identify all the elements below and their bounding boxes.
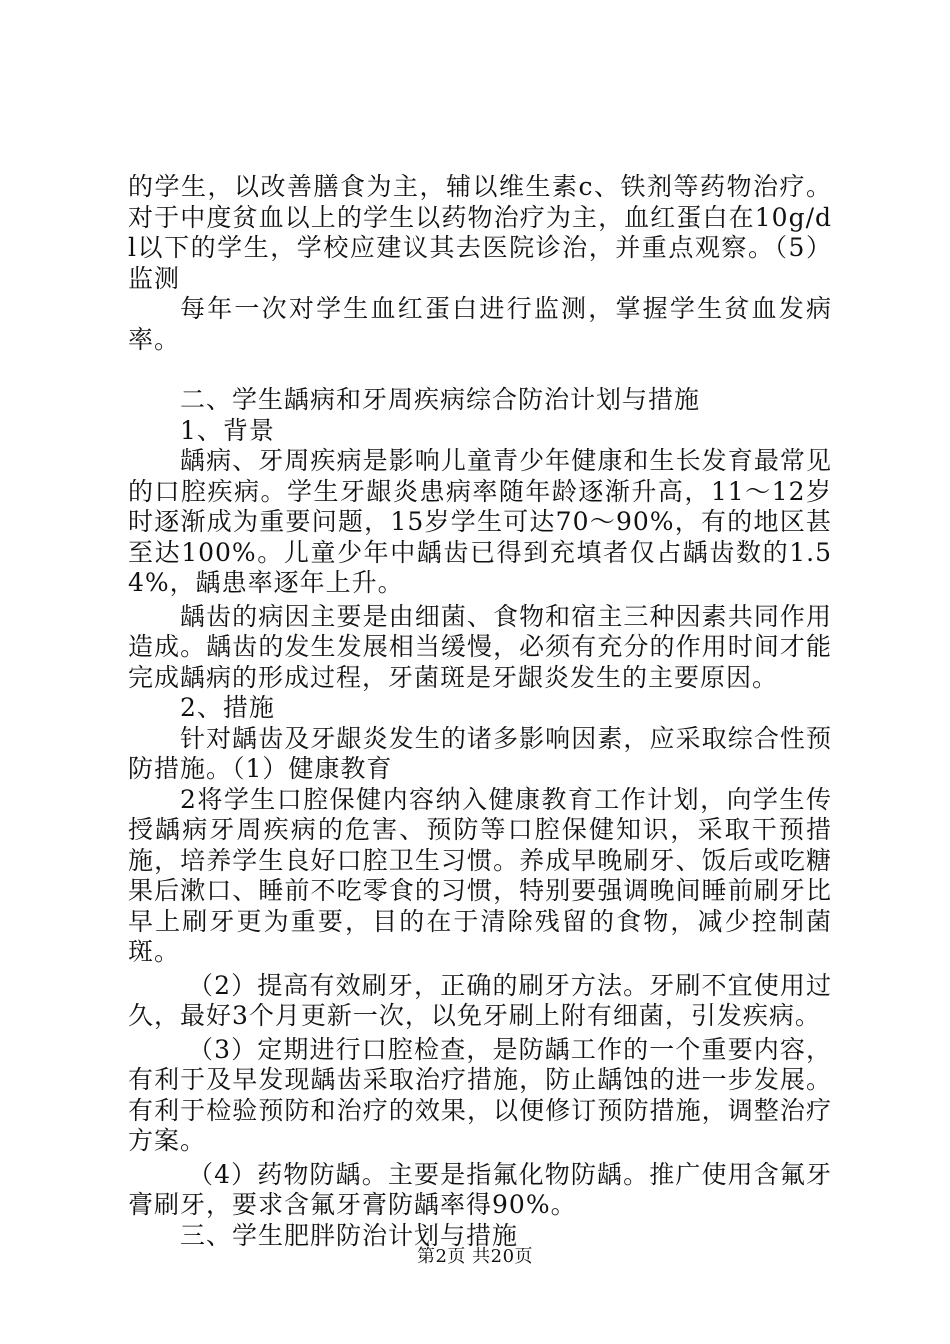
section-heading-dental: 二、学生龋病和牙周疾病综合防治计划与措施 (180, 385, 701, 414)
document-body (128, 172, 832, 1251)
paragraph-caries-causes: 龋齿的病因主要是由细菌、食物和宿主三种因素共同作用造成。龋齿的发生发展相当缓慢，必须有充分的作用时间才能完成龋病的形成过程，牙菌斑是牙龈炎发生的主要原因。 (128, 601, 832, 692)
subheading-measures: 2、措施 (180, 693, 275, 722)
paragraph-hemoglobin-monitoring: 每年一次对学生血红蛋白进行监测，掌握学生贫血发病率。 (128, 294, 832, 354)
section-heading-obesity: 三、学生肥胖防治计划与措施 (180, 1220, 519, 1250)
page-number-footer: 第2页 共20页 (416, 1246, 534, 1267)
paragraph-health-education: 2将学生口腔保健内容纳入健康教育工作计划，向学生传授龋病牙周疾病的危害、预防等口腔保健知识，采取干预措施，培养学生良好口腔卫生习惯。养成早晚刷牙、饭后或吃糖果后漱口、睡前不吃零食的习惯，特别要强调晚间睡前刷牙比早上刷牙更为重要，目的在于清除残留的食物，减少控制菌斑。 (128, 784, 832, 966)
paragraph-oral-checkup: （3）定期进行口腔检查，是防龋工作的一个重要内容，有利于及早发现龋齿采取治疗措施，防止龋蚀的进一步发展。有利于检验预防和治疗的效果，以便修订预防措施，调整治疗方案。 (128, 1034, 832, 1155)
paragraph-fluoride: （4）药物防龋。主要是指氟化物防龋。推广使用含氟牙膏刷牙，要求含氟牙膏防龋率得90%。 (128, 1159, 832, 1219)
paragraph-brushing: （2）提高有效刷牙，正确的刷牙方法。牙刷不宜使用过久，最好3个月更新一次，以免牙刷上附有细菌，引发疾病。 (128, 970, 832, 1030)
paragraph-anemia-treatment: 的学生，以改善膳食为主，辅以维生素c、铁剂等药物治疗。对于中度贫血以上的学生以药物治疗为主，血红蛋白在10g/dl以下的学生，学校应建议其去医院诊治，并重点观察。（5）监测 (128, 172, 832, 293)
subheading-background: 1、背景 (180, 415, 275, 445)
paragraph-measures-intro: 针对龋齿及牙龈炎发生的诸多影响因素，应采取综合性预防措施。（1）健康教育 (128, 723, 832, 783)
paragraph-dental-background: 龋病、牙周疾病是影响儿童青少年健康和生长发育最常见的口腔疾病。学生牙龈炎患病率随年龄逐渐升高，11～12岁时逐渐成为重要问题，15岁学生可达70～90%，有的地区甚至达100%。儿童少年中龋齿已得到充填者仅占龋齿数的1.54%，龋患率逐年上升。 (128, 446, 832, 597)
